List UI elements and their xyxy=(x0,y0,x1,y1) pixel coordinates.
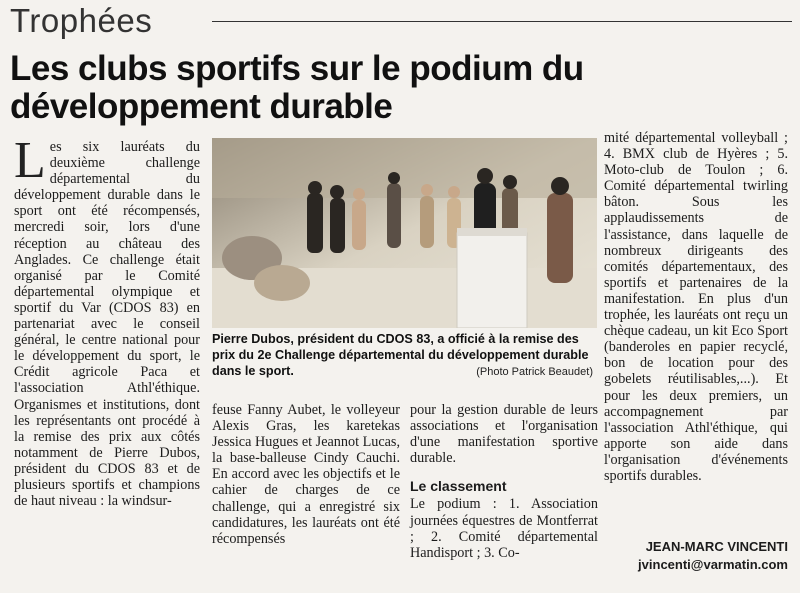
column-2 xyxy=(212,402,400,547)
column-3 xyxy=(410,402,598,561)
caption-text: Pierre Dubos, président du CDOS 83, a officié à la remise des prix du 2e Challenge départemental du développement durable dans le sport. xyxy=(212,332,589,378)
author-email[interactable]: jvincenti@varmatin.com xyxy=(638,557,788,572)
column-2-text: feuse Fanny Aubet, le volleyeur Alexis Gras, les karetekas Jessica Hugues et Jeannot Lucas, la base-balleuse Cindy Cauchi. En accord avec les objectifs et le cahier de charges de ce challenge, qui a enregistré six candidatures, les lauréats ont été récompensés xyxy=(212,402,400,547)
classement-subhead: Le classement xyxy=(410,478,507,495)
column-4-text: mité départemental volleyball ; 4. BMX club de Hyères ; 5. Moto-club de Toulon ; 6. Comité départemental twirling bâton. Sous les applaudissements de l'assistance, dans laquelle de nombreux dirigeants des comités départementaux, des sportifs et partenaires de la manifestation. En plus d'un trophée, les lauréats ont reçu un chèque cadeau, un kit Eco Sport (banderoles en papier recyclé, bon de location pour des gobelets réutilisables,...). Et pour les deux premiers, un accompagnement par l'association Athl'éthique, qui apporte son aide dans l'organisation d'événements sportifs durables. xyxy=(604,130,788,484)
byline xyxy=(638,538,788,574)
article-photo xyxy=(212,138,597,328)
article-headline: Les clubs sportifs sur le podium du développement durable xyxy=(10,49,584,126)
section-kicker: Trophées xyxy=(10,2,153,39)
photo-illustration xyxy=(212,138,597,328)
column-3-text: pour la gestion durable de leurs associations et l'organisation d'une manifestation sportive durable. xyxy=(410,402,598,467)
drop-cap: L xyxy=(14,132,46,189)
photo-credit: (Photo Patrick Beaudet) xyxy=(476,366,593,378)
column-1-text: es six lauréats du deuxième challenge départemental du développement durable dans le sport ont été récompensés, mercredi soir, lors d'une réception au château des Anglades. Ce challenge était organisé par le Comité départemental olympique et sportif du Var (CDOS 83) en partenariat avec le conseil général, le centre national pour le développement du sport, le Crédit agricole Paca et l'association Athl'éthique. Organismes et institutions, dont les représentants ont procédé à la remise des prix aux côtés notamment de Pierre Dubos, président du CDOS 83 et de plusieurs sportifs et champions de haut niveau : la windsur- xyxy=(14,139,200,510)
kicker-rule xyxy=(212,21,792,22)
classement-list: Le podium : 1. Association journées équestres de Montferrat ; 2. Comité départemental Handisport ; 3. Co- xyxy=(410,496,598,561)
author-name: JEAN-MARC VINCENTI xyxy=(645,539,788,554)
column-1 xyxy=(14,132,200,510)
column-4 xyxy=(604,130,788,484)
